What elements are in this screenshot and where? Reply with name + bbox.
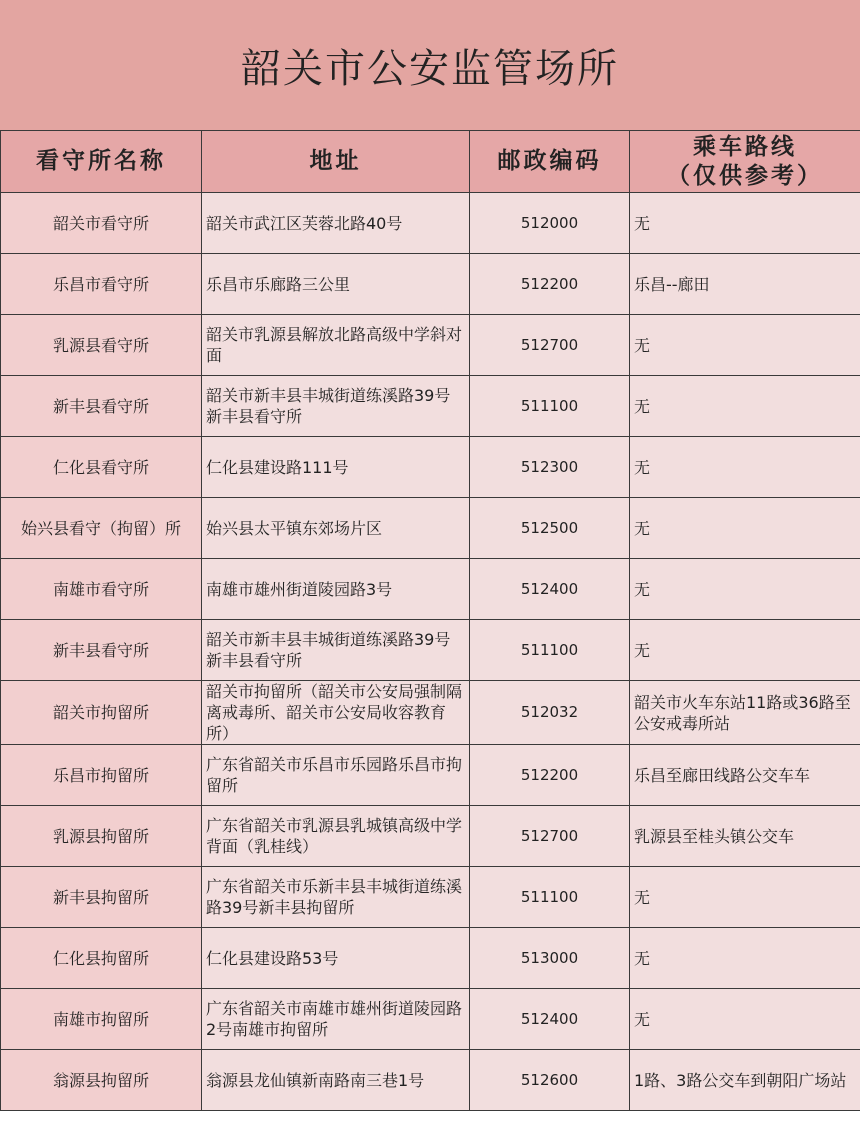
cell-name: 新丰县拘留所	[1, 867, 202, 928]
cell-postal: 512700	[470, 315, 630, 376]
page-title: 韶关市公安监管场所	[241, 45, 619, 92]
cell-route: 乳源县至桂头镇公交车	[630, 806, 860, 867]
cell-postal: 511100	[470, 376, 630, 437]
cell-address: 乐昌市乐廊路三公里	[202, 254, 470, 315]
cell-route: 无	[630, 928, 860, 989]
cell-address: 韶关市乳源县解放北路高级中学斜对面	[202, 315, 470, 376]
cell-postal: 512600	[470, 1050, 630, 1111]
cell-name: 韶关市拘留所	[1, 681, 202, 745]
table-row	[1, 193, 860, 254]
cell-postal: 512400	[470, 559, 630, 620]
cell-route: 无	[630, 498, 860, 559]
table-row	[1, 928, 860, 989]
cell-postal: 512300	[470, 437, 630, 498]
table-row	[1, 559, 860, 620]
cell-address: 广东省韶关市南雄市雄州街道陵园路2号南雄市拘留所	[202, 989, 470, 1050]
cell-postal: 512700	[470, 806, 630, 867]
cell-name: 乐昌市拘留所	[1, 745, 202, 806]
cell-name: 始兴县看守（拘留）所	[1, 498, 202, 559]
cell-route: 无	[630, 989, 860, 1050]
cell-address: 广东省韶关市乐新丰县丰城街道练溪路39号新丰县拘留所	[202, 867, 470, 928]
cell-address: 南雄市雄州街道陵园路3号	[202, 559, 470, 620]
cell-address: 始兴县太平镇东郊场片区	[202, 498, 470, 559]
cell-name: 新丰县看守所	[1, 376, 202, 437]
cell-postal: 512200	[470, 254, 630, 315]
cell-address: 翁源县龙仙镇新南路南三巷1号	[202, 1050, 470, 1111]
cell-name: 南雄市拘留所	[1, 989, 202, 1050]
cell-route: 无	[630, 559, 860, 620]
cell-route: 韶关市火车东站11路或36路至公安戒毒所站	[630, 681, 860, 745]
table-row	[1, 437, 860, 498]
cell-address: 仁化县建设路53号	[202, 928, 470, 989]
cell-route: 乐昌至廊田线路公交车车	[630, 745, 860, 806]
title-banner	[0, 0, 860, 130]
cell-address: 广东省韶关市乳源县乳城镇高级中学背面（乳桂线）	[202, 806, 470, 867]
cell-address: 广东省韶关市乐昌市乐园路乐昌市拘留所	[202, 745, 470, 806]
header-route-line2: （仅供参考）	[667, 162, 823, 189]
cell-address: 仁化县建设路111号	[202, 437, 470, 498]
header-route	[630, 131, 860, 193]
cell-route: 1路、3路公交车到朝阳广场站	[630, 1050, 860, 1111]
table-row	[1, 1050, 860, 1111]
cell-address: 韶关市拘留所（韶关市公安局强制隔离戒毒所、韶关市公安局收容教育所）	[202, 681, 470, 745]
header-route-line1: 乘车路线	[693, 133, 797, 160]
cell-postal: 512200	[470, 745, 630, 806]
cell-address: 韶关市武江区芙蓉北路40号	[202, 193, 470, 254]
cell-name: 仁化县拘留所	[1, 928, 202, 989]
cell-postal: 512032	[470, 681, 630, 745]
cell-name: 新丰县看守所	[1, 620, 202, 681]
cell-route: 乐昌--廊田	[630, 254, 860, 315]
table-row	[1, 620, 860, 681]
table-row	[1, 806, 860, 867]
table-row	[1, 254, 860, 315]
facilities-table	[0, 130, 860, 1111]
cell-postal: 512500	[470, 498, 630, 559]
cell-name: 乳源县看守所	[1, 315, 202, 376]
table-row	[1, 376, 860, 437]
cell-postal: 512400	[470, 989, 630, 1050]
header-address: 地址	[202, 131, 470, 193]
cell-name: 乳源县拘留所	[1, 806, 202, 867]
cell-route: 无	[630, 193, 860, 254]
table-row	[1, 989, 860, 1050]
cell-postal: 511100	[470, 620, 630, 681]
cell-route: 无	[630, 376, 860, 437]
cell-name: 韶关市看守所	[1, 193, 202, 254]
cell-name: 南雄市看守所	[1, 559, 202, 620]
cell-name: 乐昌市看守所	[1, 254, 202, 315]
cell-name: 仁化县看守所	[1, 437, 202, 498]
cell-postal: 512000	[470, 193, 630, 254]
table-row	[1, 867, 860, 928]
header-name: 看守所名称	[1, 131, 202, 193]
table-row	[1, 315, 860, 376]
table-row	[1, 498, 860, 559]
cell-address: 韶关市新丰县丰城街道练溪路39号新丰县看守所	[202, 620, 470, 681]
cell-address: 韶关市新丰县丰城街道练溪路39号新丰县看守所	[202, 376, 470, 437]
cell-route: 无	[630, 437, 860, 498]
cell-route: 无	[630, 867, 860, 928]
header-row	[1, 131, 860, 193]
cell-route: 无	[630, 620, 860, 681]
cell-postal: 511100	[470, 867, 630, 928]
cell-route: 无	[630, 315, 860, 376]
cell-postal: 513000	[470, 928, 630, 989]
cell-name: 翁源县拘留所	[1, 1050, 202, 1111]
table-row	[1, 681, 860, 745]
table-row	[1, 745, 860, 806]
table-body	[1, 193, 860, 1111]
header-postal: 邮政编码	[470, 131, 630, 193]
